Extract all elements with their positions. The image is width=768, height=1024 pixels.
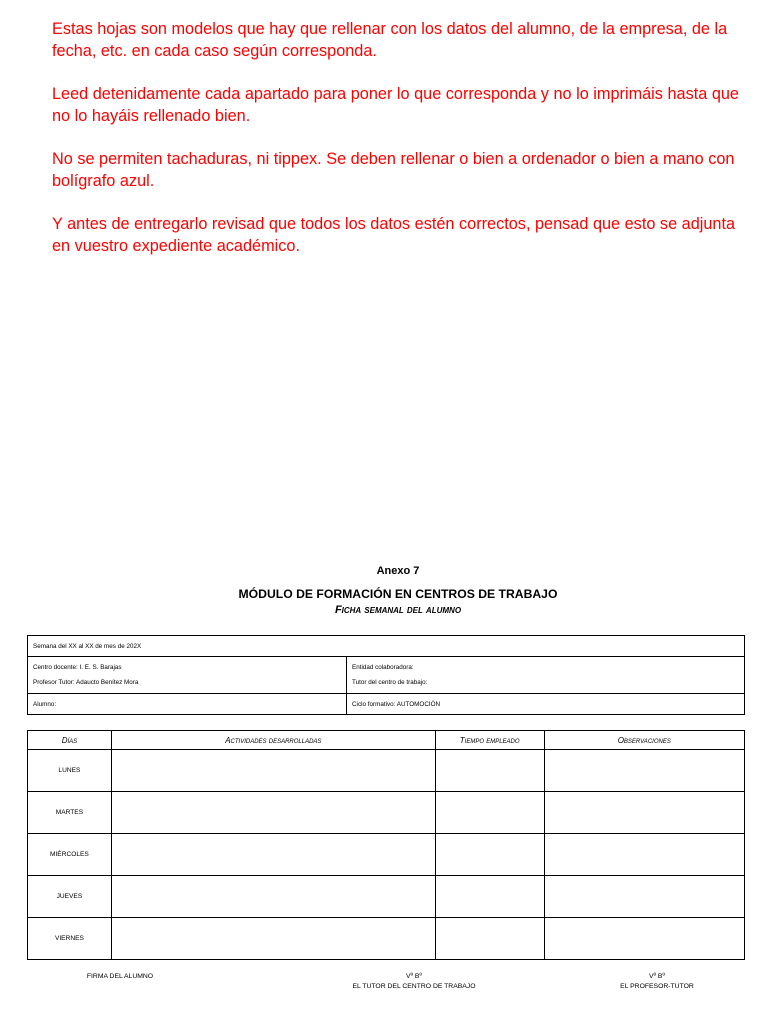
cycle-field: Ciclo formativo: AUTOMOCIÓN	[347, 694, 745, 715]
teacher-signature-label: EL PROFESOR-TUTOR	[620, 983, 694, 990]
observations-cell	[544, 876, 744, 918]
instruction-paragraph: Leed detenidamente cada apartado para poner lo que corresponda y no lo imprimáis hasta que no lo hayáis rellenado bien.	[52, 85, 739, 125]
teacher-tutor-field: Profesor Tutor: Adaucto Benítez Mora	[33, 679, 139, 686]
activities-cell	[111, 918, 435, 960]
teacher-vb: Vº Bº	[649, 973, 665, 980]
company-cell	[347, 657, 745, 694]
annex-title: MÓDULO DE FORMACIÓN EN CENTROS DE TRABAJO	[238, 587, 558, 601]
header-time: Tiempo empleado	[435, 731, 544, 750]
table-row	[28, 792, 745, 834]
instructions-block	[52, 18, 752, 278]
header-observations: Observaciones	[544, 731, 744, 750]
teacher-signature	[587, 972, 727, 992]
company-field: Entidad colaboradora:	[352, 664, 414, 671]
school-field: Centro docente: I. E. S. Barajas	[33, 664, 122, 671]
weekly-activities-table	[27, 730, 745, 960]
activities-cell	[111, 876, 435, 918]
instruction-paragraph: Estas hojas son modelos que hay que rellenar con los datos del alumno, de la empresa, de la fecha, etc. en cada caso según corresponda.	[52, 20, 728, 60]
time-cell	[435, 792, 544, 834]
work-tutor-field: Tutor del centro de trabajo:	[352, 679, 428, 686]
time-cell	[435, 918, 544, 960]
student-field: Alumno:	[28, 694, 347, 715]
instruction-paragraph: No se permiten tachaduras, ni tippex. Se deben rellenar o bien a ordenador o bien a mano con bolígrafo azul.	[52, 150, 735, 190]
observations-cell	[544, 750, 744, 792]
student-signature-label: FIRMA DEL ALUMNO	[86, 973, 154, 980]
day-label: VIERNES	[28, 918, 112, 960]
table-header-row	[28, 731, 745, 750]
activities-cell	[111, 834, 435, 876]
time-cell	[435, 876, 544, 918]
annex-subtitle: Ficha semanal del alumno	[334, 604, 462, 616]
week-field: Semana del XX al XX de mes de 202X	[28, 636, 745, 657]
activities-cell	[111, 750, 435, 792]
day-label: LUNES	[28, 750, 112, 792]
work-tutor-signature-label: EL TUTOR DEL CENTRO DE TRABAJO	[352, 983, 476, 990]
day-label: MARTES	[28, 792, 112, 834]
day-label: MIÉRCOLES	[28, 834, 112, 876]
day-label: JUEVES	[28, 876, 112, 918]
table-row	[28, 750, 745, 792]
header-days: Días	[28, 731, 112, 750]
table-row	[28, 918, 745, 960]
student-signature	[60, 972, 180, 982]
activities-cell	[111, 792, 435, 834]
work-tutor-vb: Vº Bº	[406, 973, 422, 980]
school-cell	[28, 657, 347, 694]
info-table	[27, 635, 745, 715]
observations-cell	[544, 834, 744, 876]
time-cell	[435, 750, 544, 792]
work-tutor-signature	[314, 972, 514, 992]
header-activities: Actividades desarrolladas	[111, 731, 435, 750]
observations-cell	[544, 918, 744, 960]
time-cell	[435, 834, 544, 876]
table-row	[28, 876, 745, 918]
instruction-paragraph: Y antes de entregarlo revisad que todos los datos estén correctos, pensad que esto se adjunta en vuestro expediente académico.	[52, 215, 736, 255]
table-row	[28, 834, 745, 876]
annex-number: Anexo 7	[376, 565, 420, 577]
observations-cell	[544, 792, 744, 834]
